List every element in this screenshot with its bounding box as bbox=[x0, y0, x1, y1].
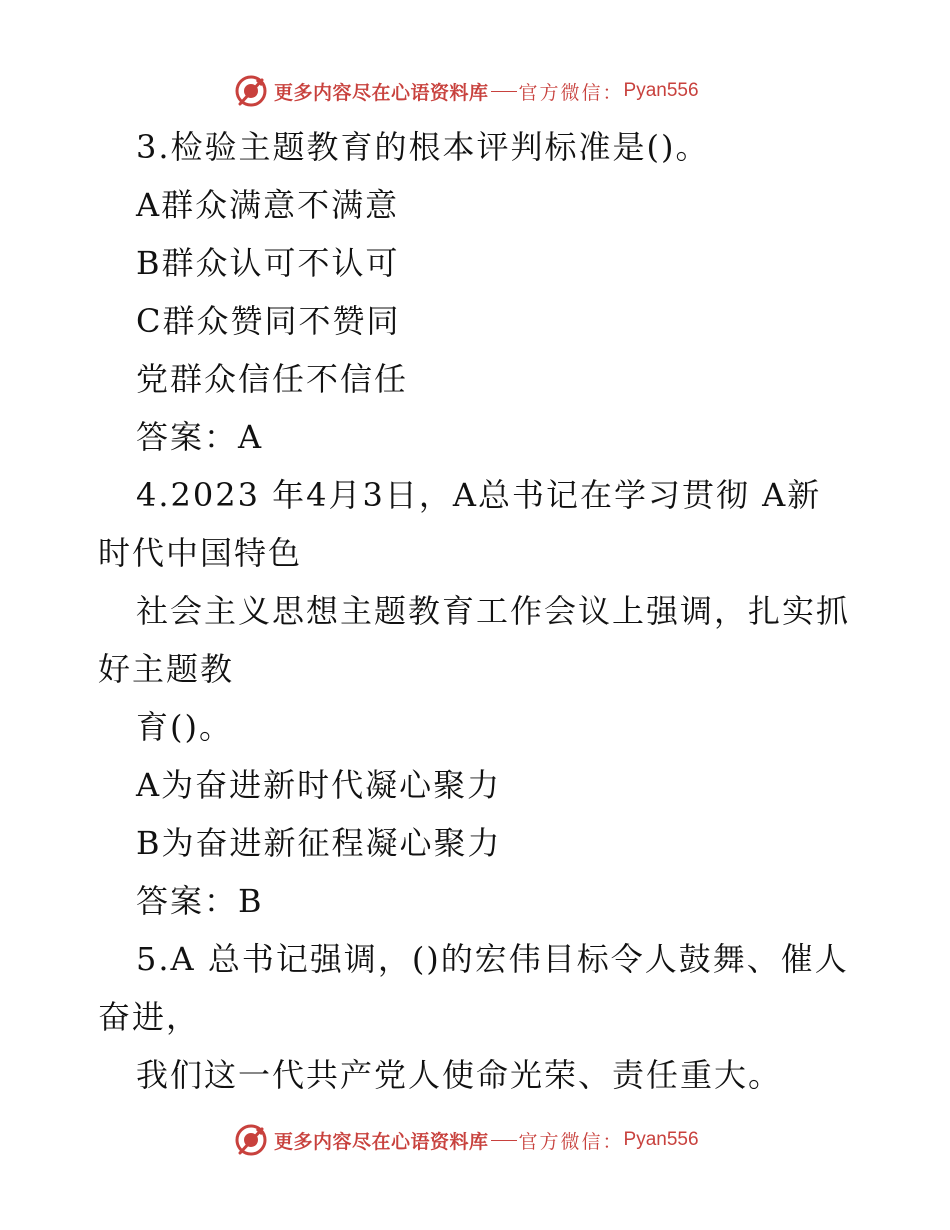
watermark-brand: 更多内容尽在心语资料库 bbox=[274, 81, 489, 104]
watermark-dash bbox=[491, 91, 517, 92]
watermark-label: 官方微信： bbox=[518, 1130, 624, 1153]
question-5-title-line-1: 5.A 总书记强调，()的宏伟目标令人鼓舞、催人 bbox=[136, 940, 849, 978]
watermark-label: 官方微信： bbox=[518, 81, 624, 104]
question-3-answer: 答案：A bbox=[136, 418, 264, 456]
watermark-id: Pyan556 bbox=[623, 1129, 699, 1150]
watermark-brand: 更多内容尽在心语资料库 bbox=[274, 1130, 489, 1153]
question-4-option-b: B为奋进新征程凝心聚力 bbox=[136, 824, 502, 862]
question-3-option-d: 党群众信任不信任 bbox=[136, 360, 409, 398]
document-body bbox=[98, 118, 868, 1104]
question-4-answer: 答案：B bbox=[136, 882, 264, 920]
pen-logo-icon bbox=[234, 74, 268, 108]
question-3-option-a: A群众满意不满意 bbox=[136, 186, 400, 224]
watermark-footer bbox=[234, 1120, 699, 1160]
pen-logo-icon bbox=[234, 1123, 268, 1157]
question-3-title: 3.检验主题教育的根本评判标准是()。 bbox=[136, 128, 710, 166]
question-4-title-line-2: 时代中国特色 bbox=[98, 534, 303, 572]
question-4-title-line-4: 好主题教 bbox=[98, 650, 235, 688]
question-5-title-line-2: 奋进， bbox=[98, 998, 201, 1036]
question-4-title-line-3: 社会主义思想主题教育工作会议上强调，扎实抓 bbox=[136, 592, 851, 630]
question-3-option-b: B群众认可不认可 bbox=[136, 244, 400, 282]
question-3-option-c: C群众赞同不赞同 bbox=[136, 302, 401, 340]
question-5-title-line-3: 我们这一代共产党人使命光荣、责任重大。 bbox=[136, 1056, 783, 1094]
question-4-title-line-1: 4.2023 年4月3日，A总书记在学习贯彻 A新 bbox=[136, 476, 822, 514]
watermark-dash bbox=[491, 1140, 517, 1141]
question-4-title-line-5: 育()。 bbox=[136, 708, 233, 746]
watermark-id: Pyan556 bbox=[623, 80, 699, 101]
question-4-option-a: A为奋进新时代凝心聚力 bbox=[136, 766, 502, 804]
watermark-header bbox=[234, 71, 699, 111]
